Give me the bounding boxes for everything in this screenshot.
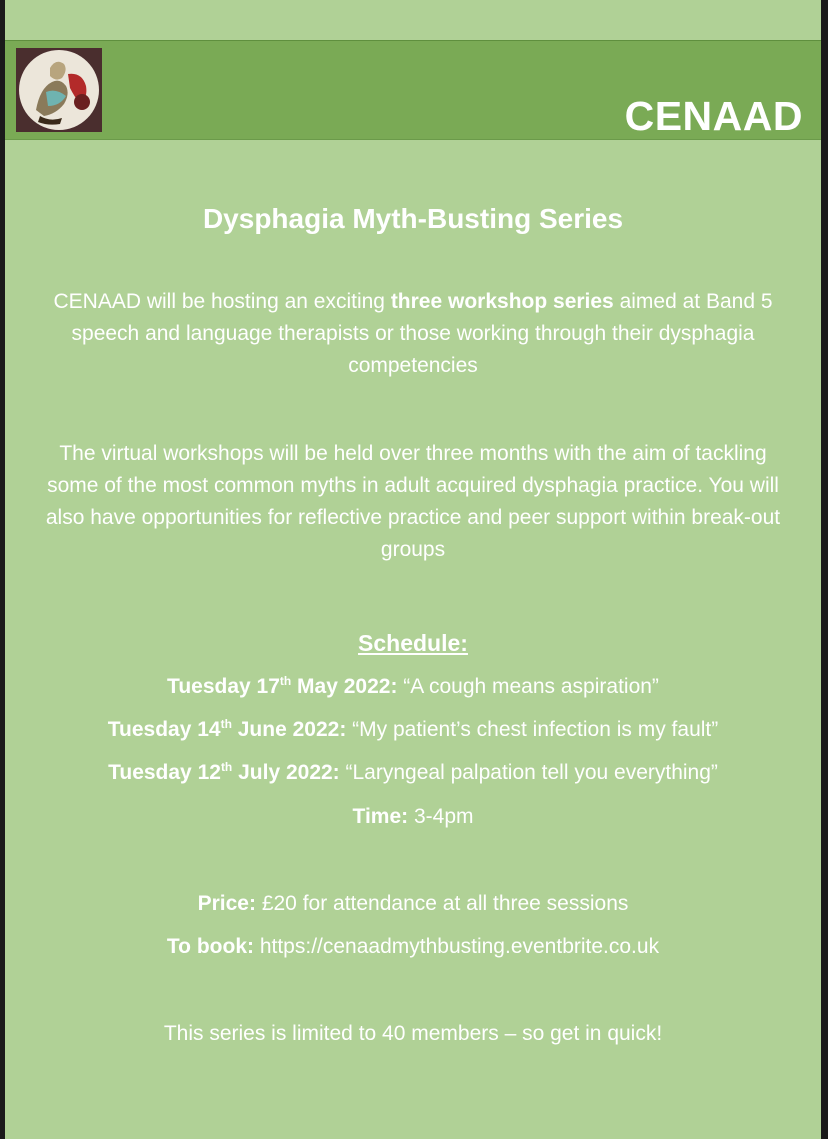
session-topic: “Laryngeal palpation tell you everything” bbox=[339, 761, 718, 784]
description-paragraph: The virtual workshops will be held over three months with the aim of tackling some of the most common myths in adult acquired dysphagia practice. You will also have opportunities for reflective practice and peer support within break-out groups bbox=[45, 442, 781, 561]
schedule-item bbox=[5, 759, 821, 787]
intro-text-start: CENAAD will be hosting an exciting bbox=[53, 290, 391, 313]
schedule-heading: Schedule: bbox=[358, 630, 468, 656]
price-value: £20 for attendance at all three sessions bbox=[255, 892, 629, 915]
intro-paragraph bbox=[45, 286, 781, 382]
footer-note: This series is limited to 40 members – so get in quick! bbox=[163, 1022, 663, 1045]
time-line bbox=[5, 803, 821, 831]
intro-text-bold: three workshop series bbox=[390, 290, 614, 313]
price-label: Price: bbox=[197, 892, 256, 915]
booking-line bbox=[5, 933, 821, 961]
session-topic: “My patient’s chest infection is my fault” bbox=[346, 718, 719, 741]
page-title: Dysphagia Myth-Busting Series bbox=[202, 203, 624, 234]
price-line bbox=[5, 890, 821, 918]
booking-label: To book: bbox=[166, 935, 254, 958]
brand-name: CENAAD bbox=[624, 93, 803, 139]
schedule-item bbox=[5, 716, 821, 744]
header-banner bbox=[5, 40, 821, 140]
session-date: Tuesday 14th June 2022: bbox=[107, 717, 347, 741]
intro-text-end: aimed at Band 5 speech and language therapists or those working through their dysphagia competencies bbox=[71, 290, 773, 377]
session-date: Tuesday 12th July 2022: bbox=[108, 760, 340, 784]
cenaad-logo-illustration-icon bbox=[16, 48, 102, 132]
booking-link[interactable]: https://cenaadmythbusting.eventbrite.co.uk bbox=[254, 935, 660, 958]
time-value: 3-4pm bbox=[408, 805, 474, 828]
schedule-item bbox=[5, 673, 821, 701]
flyer-page bbox=[5, 0, 821, 1139]
logo-image bbox=[16, 48, 102, 132]
session-date: Tuesday 17th May 2022: bbox=[167, 674, 398, 698]
session-topic: “A cough means aspiration” bbox=[397, 675, 659, 698]
time-label: Time: bbox=[352, 805, 409, 828]
